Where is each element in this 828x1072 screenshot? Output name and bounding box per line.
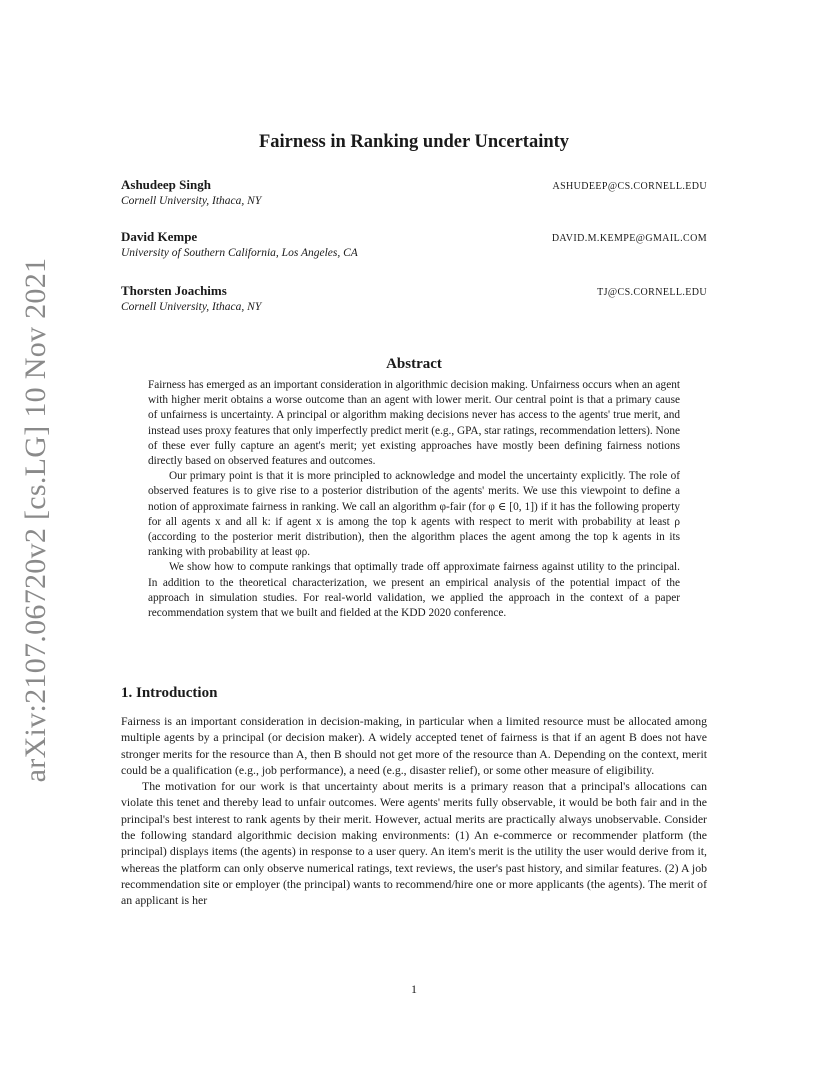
author-email[interactable]: TJ@CS.CORNELL.EDU: [597, 287, 707, 298]
author-block: [121, 229, 707, 259]
author-affiliation: University of Southern California, Los Angeles, CA: [121, 247, 358, 259]
author-block: [121, 177, 707, 207]
author-affiliation: Cornell University, Ithaca, NY: [121, 301, 262, 313]
body-paragraph: The motivation for our work is that uncertainty about merits is a primary reason that a principal's allocations can violate this tenet and thereby lead to unfair outcomes. Were agents' merits fully observable, it would be both fair and in the principal's best interest to rank agents by their merit. However, actual merits are practically always unobservable. Consider the following standard algorithmic decision making environments: (1) An e-commerce or recommender platform (the principal) displays items (the agents) in response to a user query. An item's merit is the utility the user would derive from it, whereas the platform can only observe numerical ratings, text reviews, the user's past history, and similar features. (2) A job recommendation site or employer (the principal) wants to recommend/hire one or more applicants (the agents). The merit of an applicant is her: [121, 779, 707, 908]
author-name: Thorsten Joachims: [121, 283, 227, 298]
author-name: David Kempe: [121, 229, 198, 244]
author-email[interactable]: DAVID.M.KEMPE@GMAIL.COM: [551, 233, 707, 244]
abstract-body: [148, 378, 680, 621]
paper-title: Fairness in Ranking under Uncertainty: [258, 132, 570, 152]
abstract-paragraph: Our primary point is that it is more principled to acknowledge and model the uncertainty explicitly. The role of observed features is to give rise to a posterior distribution of the agents' merits. We use this viewpoint to define a notion of approximate fairness in ranking. We call an algorithm φ-fair (for φ ∈ [0, 1]) if it has the following property for all agents x and all k: if agent x is among the top k agents with respect to merit with probability at least ρ (according to the posterior merit distribution), then the algorithm places the agent among the top k agents in its ranking with probability at least φρ.: [148, 470, 680, 559]
page-number: 1: [411, 982, 417, 996]
body-paragraph: Fairness is an important consideration in decision-making, in particular when a limited resource must be allocated among multiple agents by a principal (or decision maker). A widely accepted tenet of fairness is that if an agent B does not have stronger merits for the resource than A, then B should not get more of the resource than A. Depending on the context, merit could be a qualification (e.g., job performance), a need (e.g., disaster relief), or some other measure of eligibility.: [121, 714, 707, 777]
section-heading-introduction: 1. Introduction: [121, 685, 218, 701]
author-affiliation: Cornell University, Ithaca, NY: [121, 195, 262, 207]
abstract-paragraph: We show how to compute rankings that optimally trade off approximate fairness against utility to the principal. In addition to the theoretical characterization, we present an empirical analysis of the potential impact of the approach in simulation studies. For real-world validation, we applied the approach in the context of a paper recommendation system that we built and fielded at the KDD 2020 conference.: [148, 561, 680, 620]
author-block: [121, 283, 707, 313]
abstract-paragraph: Fairness has emerged as an important consideration in algorithmic decision making. Unfairness occurs when an agent with higher merit obtains a worse outcome than an agent with lower merit. Our central point is that a primary cause of unfairness is uncertainty. A principal or algorithm making decisions never has access to the agents' true merit, and instead uses proxy features that only imperfectly predict merit (e.g., GPA, star ratings, recommendation letters). None of these ever fully capture an agent's merit; yet existing approaches have mostly been defining fairness notions directly based on observed features and outcomes.: [148, 379, 680, 468]
introduction-body: [121, 713, 707, 909]
abstract-heading: Abstract: [386, 356, 442, 372]
author-name: Ashudeep Singh: [121, 177, 211, 192]
arxiv-identifier: arXiv:2107.06720v2 [cs.LG] 10 Nov 2021: [19, 257, 52, 783]
author-email[interactable]: ASHUDEEP@CS.CORNELL.EDU: [552, 181, 707, 192]
